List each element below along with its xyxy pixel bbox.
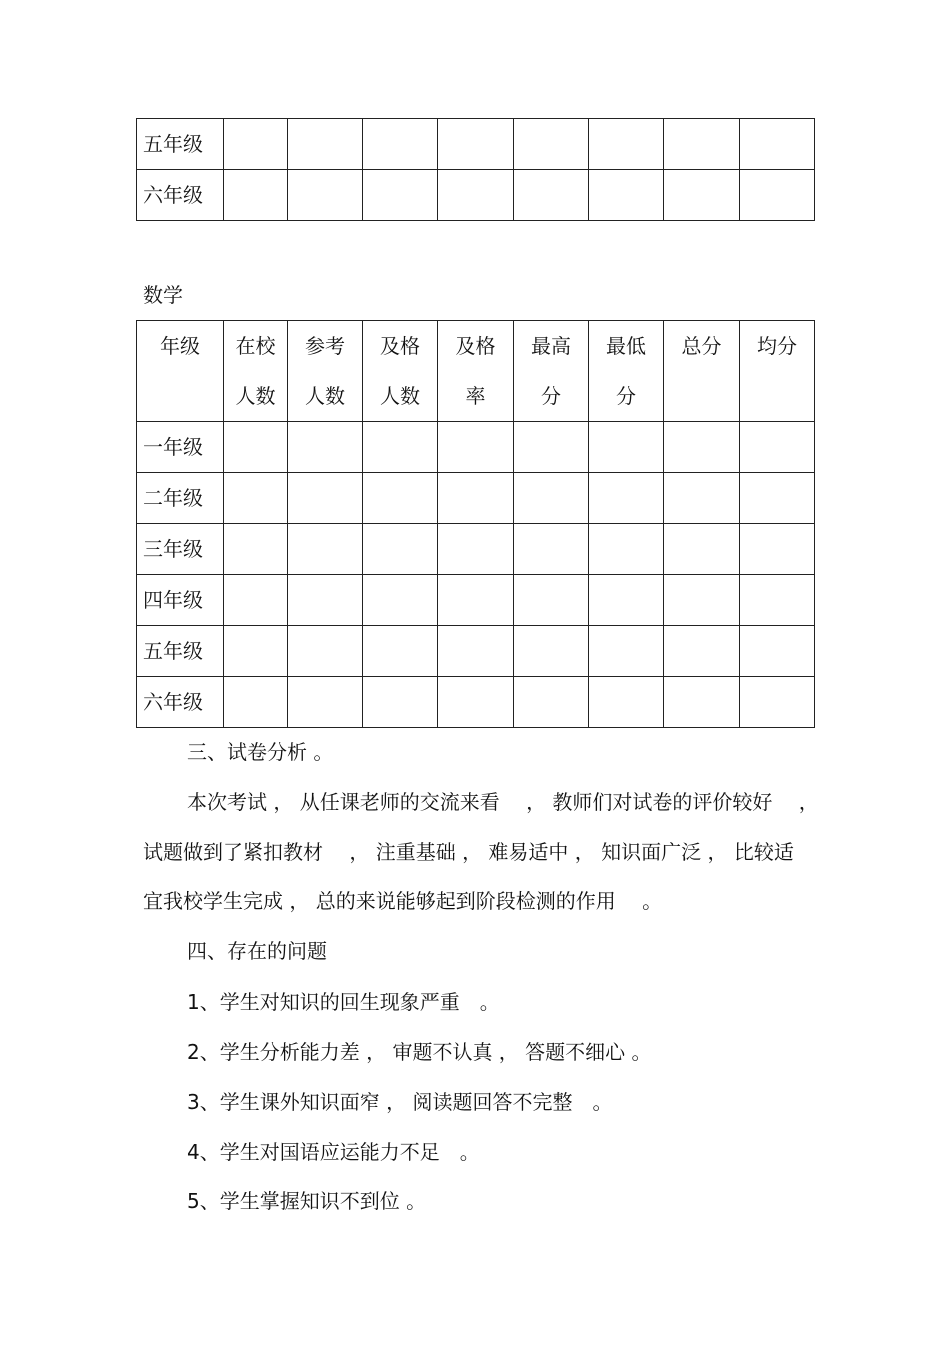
table-row — [137, 626, 815, 677]
problem-item: 5、学生掌握知识不到位 。 — [187, 1189, 427, 1213]
problem-item: 3、学生课外知识面窄 ， 阅读题回答不完整 。 — [187, 1090, 613, 1114]
grade-cell: 五年级 — [137, 626, 224, 677]
problem-item: 2、学生分析能力差 ， 审题不认真 ， 答题不细心 。 — [187, 1040, 652, 1064]
grade-cell: 六年级 — [137, 677, 224, 728]
header-cell: 均分 — [740, 321, 815, 422]
header-cell: 在校 人数 — [224, 321, 288, 422]
problems-heading: 四、存在的问题 — [187, 939, 327, 963]
problem-item: 4、学生对国语应运能力不足 。 — [187, 1140, 480, 1164]
grade-cell: 四年级 — [137, 575, 224, 626]
header-cell: 最高 分 — [514, 321, 589, 422]
analysis-line-1: 本次考试 ， 从任课老师的交流来看 ， 教师们对试卷的评价较好 ， — [187, 790, 819, 814]
table-row — [137, 524, 815, 575]
table-header-row — [137, 321, 815, 422]
table-row — [137, 170, 815, 221]
header-cell: 及格 率 — [438, 321, 514, 422]
analysis-line-2: 试题做到了紧扣教材 ， 注重基础 ， 难易适中 ， 知识面广泛 ， 比较适 — [143, 840, 794, 864]
table-row — [137, 119, 815, 170]
grade-cell: 一年级 — [137, 422, 224, 473]
header-cell: 总分 — [664, 321, 740, 422]
header-cell: 参考 人数 — [288, 321, 363, 422]
table-row — [137, 473, 815, 524]
table-row — [137, 677, 815, 728]
header-cell: 及格 人数 — [363, 321, 438, 422]
math-section-label: 数学 — [143, 283, 183, 307]
analysis-heading: 三、试卷分析 。 — [187, 740, 334, 764]
table-row — [137, 575, 815, 626]
math-score-table — [136, 320, 815, 728]
grade-cell: 六年级 — [137, 170, 224, 221]
header-cell: 年级 — [137, 321, 224, 422]
grade-cell: 二年级 — [137, 473, 224, 524]
table-row — [137, 422, 815, 473]
analysis-line-3: 宜我校学生完成 ， 总的来说能够起到阶段检测的作用 。 — [143, 889, 663, 913]
problem-item: 1、学生对知识的回生现象严重 。 — [187, 990, 500, 1014]
previous-subject-table — [136, 118, 815, 221]
header-cell: 最低 分 — [589, 321, 664, 422]
grade-cell: 五年级 — [137, 119, 224, 170]
grade-cell: 三年级 — [137, 524, 224, 575]
